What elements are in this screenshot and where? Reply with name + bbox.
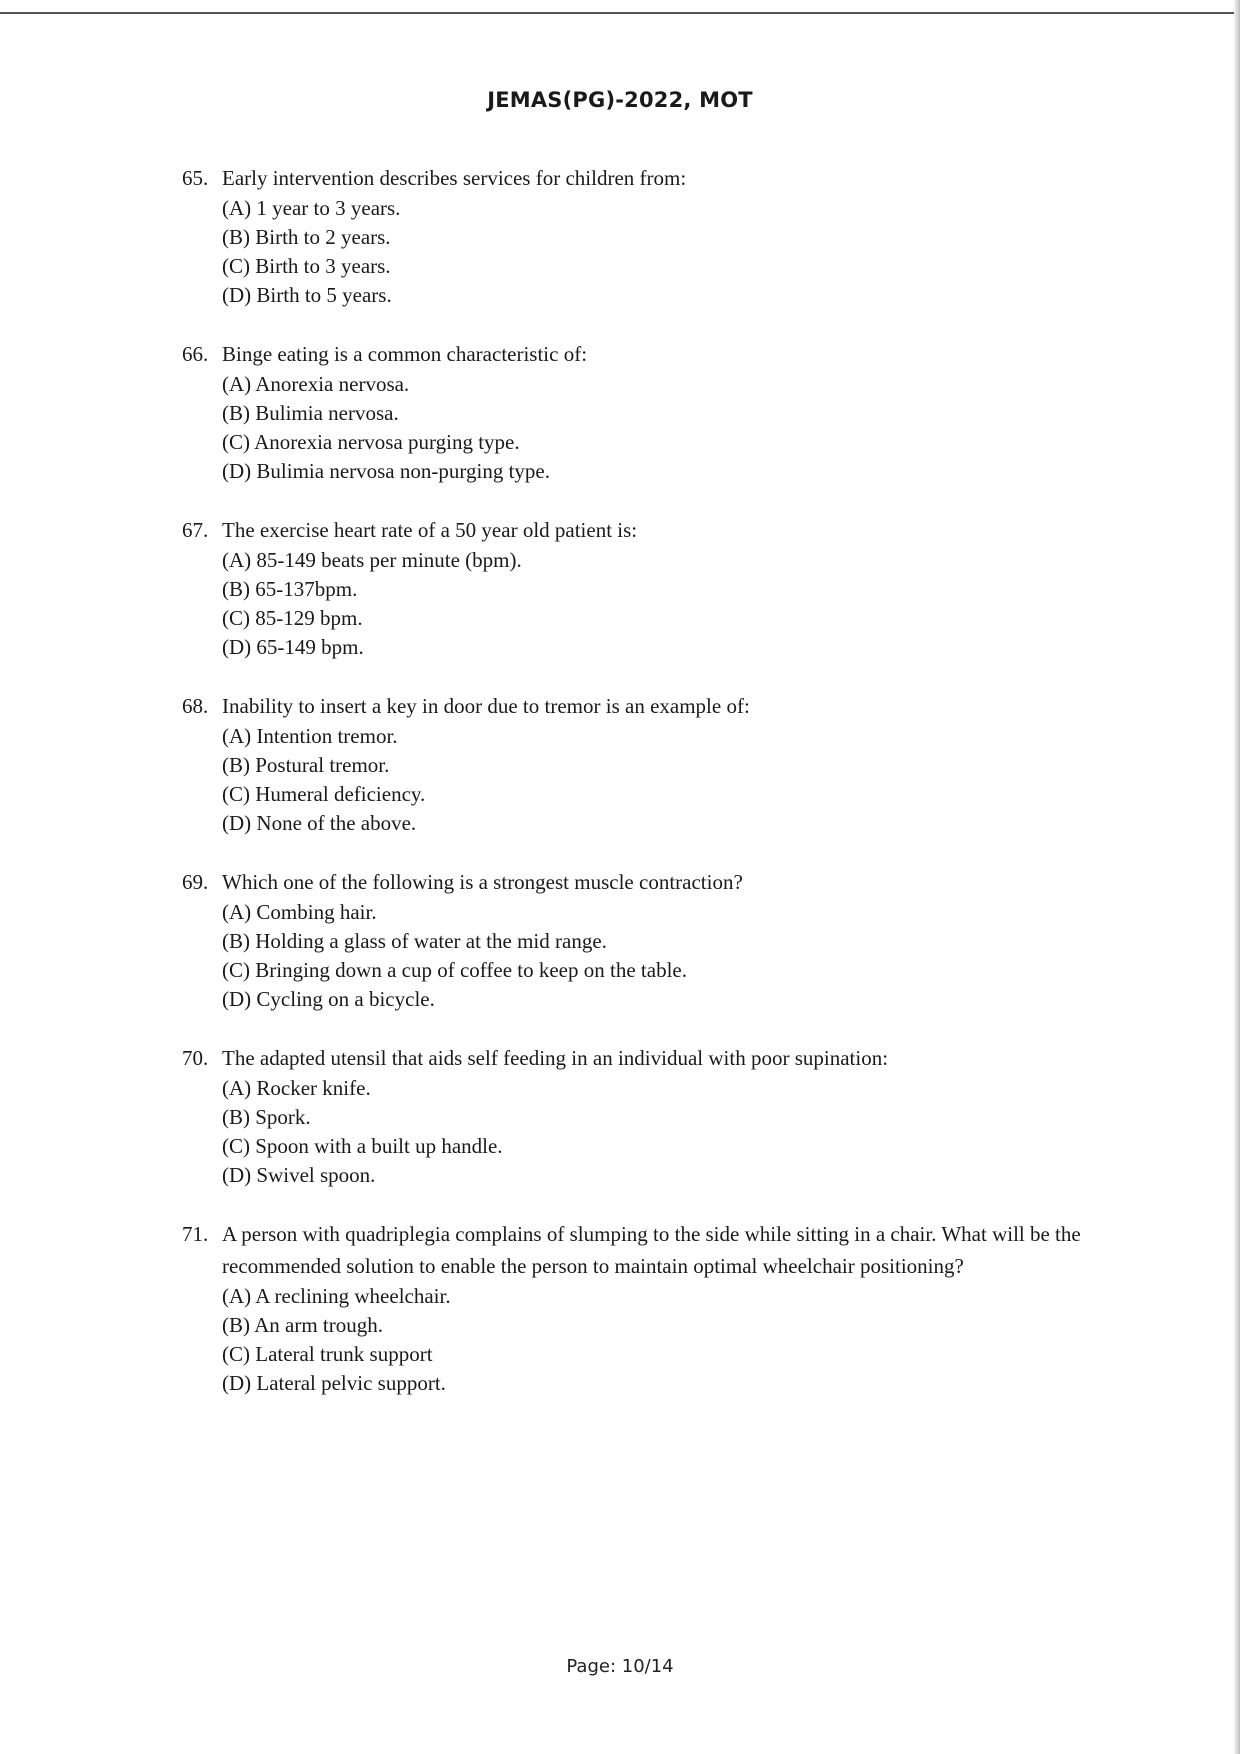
question-68 — [182, 690, 1082, 838]
question-text: Inability to insert a key in door due to tremor is an example of: — [222, 694, 750, 718]
question-65 — [182, 162, 1082, 310]
option-list — [182, 898, 1082, 1014]
option-d: (D) None of the above. — [222, 811, 417, 835]
option-b: (B) Spork. — [222, 1105, 311, 1129]
option-c: (C) Anorexia nervosa purging type. — [222, 430, 520, 454]
question-stem — [182, 866, 1082, 898]
option-d: (D) Swivel spoon. — [222, 1163, 376, 1187]
question-number: 65. — [182, 166, 209, 190]
option-c: (C) Humeral deficiency. — [222, 782, 426, 806]
option-a: (A) Rocker knife. — [222, 1076, 371, 1100]
option-list — [182, 546, 1082, 662]
question-stem — [182, 1218, 1082, 1282]
question-stem — [182, 514, 1082, 546]
question-66 — [182, 338, 1082, 486]
page-number: Page: 10/14 — [566, 1656, 674, 1677]
option-a: (A) Combing hair. — [222, 900, 377, 924]
question-text: A person with quadriplegia complains of slumping to the side while sitting in a chair. What will be the recommended solution to enable the person to maintain optimal wheelchair positioning? — [222, 1222, 1081, 1278]
question-text: The adapted utensil that aids self feeding in an individual with poor supination: — [222, 1046, 889, 1070]
question-number: 69. — [182, 870, 209, 894]
question-text: The exercise heart rate of a 50 year old patient is: — [222, 518, 638, 542]
question-text: Binge eating is a common characteristic of: — [222, 342, 588, 366]
question-stem — [182, 338, 1082, 370]
scan-edge-shadow — [1234, 0, 1240, 1754]
question-stem — [182, 1042, 1082, 1074]
top-border-line — [0, 12, 1240, 14]
option-c: (C) Birth to 3 years. — [222, 254, 391, 278]
option-c: (C) Bringing down a cup of coffee to keep on the table. — [222, 958, 687, 982]
option-c: (C) 85-129 bpm. — [222, 606, 363, 630]
question-71 — [182, 1218, 1082, 1398]
option-list — [182, 722, 1082, 838]
option-d: (D) Bulimia nervosa non-purging type. — [222, 459, 550, 483]
option-c: (C) Lateral trunk support — [222, 1342, 433, 1366]
option-list — [182, 1282, 1082, 1398]
question-list — [182, 162, 1082, 1426]
question-stem — [182, 162, 1082, 194]
question-67 — [182, 514, 1082, 662]
question-number: 66. — [182, 342, 209, 366]
option-b: (B) Holding a glass of water at the mid range. — [222, 929, 607, 953]
question-number: 68. — [182, 694, 209, 718]
option-b: (B) An arm trough. — [222, 1313, 383, 1337]
option-a: (A) 1 year to 3 years. — [222, 196, 401, 220]
option-d: (D) Lateral pelvic support. — [222, 1371, 446, 1395]
question-text: Early intervention describes services for children from: — [222, 166, 687, 190]
option-c: (C) Spoon with a built up handle. — [222, 1134, 503, 1158]
option-list — [182, 1074, 1082, 1190]
question-69 — [182, 866, 1082, 1014]
option-b: (B) Birth to 2 years. — [222, 225, 391, 249]
question-stem — [182, 690, 1082, 722]
option-list — [182, 194, 1082, 310]
option-d: (D) 65-149 bpm. — [222, 635, 364, 659]
question-number: 70. — [182, 1046, 209, 1070]
option-b: (B) Bulimia nervosa. — [222, 401, 399, 425]
question-number: 67. — [182, 518, 209, 542]
option-b: (B) Postural tremor. — [222, 753, 390, 777]
exam-header-title: JEMAS(PG)-2022, MOT — [487, 88, 753, 112]
option-a: (A) Intention tremor. — [222, 724, 398, 748]
option-d: (D) Cycling on a bicycle. — [222, 987, 435, 1011]
option-a: (A) A reclining wheelchair. — [222, 1284, 451, 1308]
question-text: Which one of the following is a strongest muscle contraction? — [222, 870, 743, 894]
question-number: 71. — [182, 1222, 209, 1246]
option-a: (A) 85-149 beats per minute (bpm). — [222, 548, 522, 572]
option-a: (A) Anorexia nervosa. — [222, 372, 410, 396]
option-d: (D) Birth to 5 years. — [222, 283, 392, 307]
option-list — [182, 370, 1082, 486]
question-70 — [182, 1042, 1082, 1190]
option-b: (B) 65-137bpm. — [222, 577, 358, 601]
